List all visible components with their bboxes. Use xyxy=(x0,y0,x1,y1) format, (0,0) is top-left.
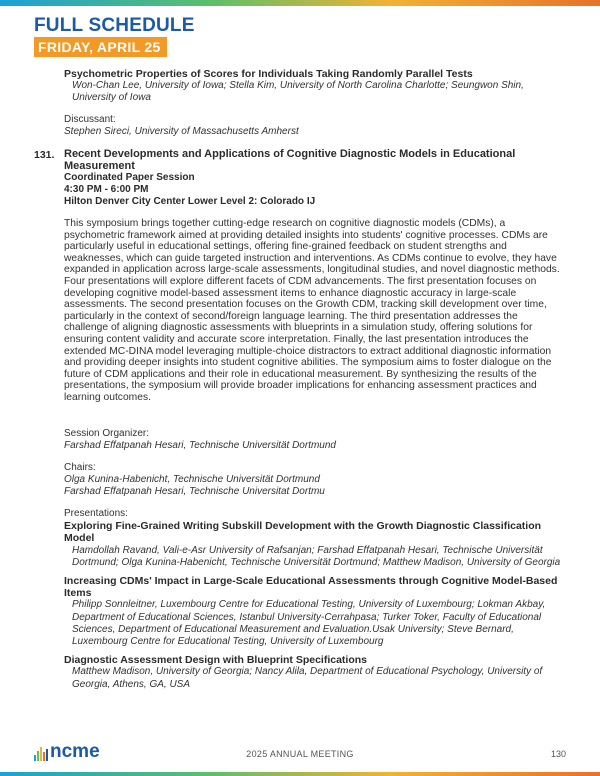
logo-text: ncme xyxy=(50,741,100,762)
presentations-block xyxy=(64,508,564,691)
presentation-authors: Matthew Madison, University of Georgia; Nancy Alila, Department of Educational Psychology, University of Georgia, Athens, GA, USA xyxy=(72,666,543,690)
discussant-block xyxy=(64,114,564,138)
session-location: Hilton Denver City Center Lower Level 2: Colorado IJ xyxy=(64,196,316,207)
top-color-bar xyxy=(0,0,600,6)
prev-paper-authors: Won-Chan Lee, University of Iowa; Stella Kim, University of North Carolina Charlotte; Seungwon Shin, University of Iowa xyxy=(72,80,524,104)
discussant-label: Discussant: xyxy=(64,114,116,125)
chairs-block xyxy=(64,462,564,499)
discussant-name: Stephen Sireci, University of Massachusetts Amherst xyxy=(64,126,299,138)
organizer-block xyxy=(64,428,564,452)
session-header xyxy=(64,149,564,208)
page-number: 130 xyxy=(550,749,566,759)
chair-name: Farshad Effatpanah Hesari, Technische Universitat Dortmu xyxy=(64,486,325,498)
footer-meeting: 2025 ANNUAL MEETING xyxy=(246,749,354,759)
chair-name: Olga Kunina-Habenicht, Technische Universität Dortmund xyxy=(64,474,320,486)
session-abstract: This symposium brings together cutting-edge research on cognitive diagnostic models (CDMs), a psychometric framework aimed at providing detailed insights into students' cognitive processes. CDMs are particularly useful in educational settings, offering fine-grained feedback on student strengths and weaknesses, which can guide targeted instruction and interventions. As CDMs continue to evolve, they have expanded in application across large-scale assessments, longitudinal studies, and novel diagnostic methods. Four presentations will explore different facets of CDM advancements. The first presentation focuses on developing cognitive model-based assessment items to enhance diagnostic accuracy in large-scale assessments. The second presentation focuses on the Growth CDM, tracking skill development over time, particularly in the context of second/foreign language learning. The third presentation addresses the challenge of aligning diagnostic assessments with blueprints in a simulation study, offering solutions for ensuring content validity and accurate score interpretation. Finally, the last presentation introduces the extended MC-DINA model leveraging multiple-choice distractors to extract additional diagnostic information and providing deeper insights into student cognitive abilities. The symposium aims to foster dialogue on the future of CDM applications and their role in educational measurement. By synthesizing the results of the presentations, the symposium will provide broader implications for enhancing assessment practices and learning outcomes. xyxy=(64,218,560,403)
organizer-label: Session Organizer: xyxy=(64,428,150,439)
bottom-color-bar xyxy=(0,772,600,776)
session-type: Coordinated Paper Session xyxy=(64,172,195,183)
presentation-authors: Philipp Sonnleitner, Luxembourg Centre for Educational Testing, University of Luxembourg; Lokman Akbay, Department of Educational Sciences, Istanbul University-Cerrahpasa; Turker Toker, Faculty of Educational Sciences, Department of Educational Measurement and Evaluation.Usak University; Steve Bernard, Luxembourg Centre for Educational Testing, University of Luxembourg xyxy=(72,599,546,648)
presentation-title: Increasing CDMs' Impact in Large-Scale Educational Assessments through Cognitive Model-Based Items xyxy=(64,575,558,600)
organizer-name: Farshad Effatpanah Hesari, Technische Universität Dortmund xyxy=(64,440,336,452)
session-time: 4:30 PM - 6:00 PM xyxy=(64,184,149,195)
presentation-title: Diagnostic Assessment Design with Blueprint Specifications xyxy=(64,654,368,667)
presentation-title: Exploring Fine-Grained Writing Subskill Development with the Growth Diagnostic Classification Model xyxy=(64,520,542,545)
presentations-label: Presentations: xyxy=(64,508,128,519)
presentation-authors: Hamdollah Ravand, Vali-e-Asr University of Rafsanjan; Farshad Effatpanah Hesari, Technische Universität Dortmund; Olga Kunina-Habenicht, Technische Universität Dortmund; Matthew Madison, University of Georgia xyxy=(72,544,561,568)
schedule-date-badge: FRIDAY, APRIL 25 xyxy=(34,37,167,57)
chairs-label: Chairs: xyxy=(64,462,96,473)
schedule-title: FULL SCHEDULE xyxy=(34,15,195,36)
session-title: Recent Developments and Applications of Cognitive Diagnostic Models in Educational Measurement xyxy=(64,148,516,172)
session-number: 131. xyxy=(34,149,55,161)
prev-paper-title: Psychometric Properties of Scores for Individuals Taking Randomly Parallel Tests xyxy=(64,68,473,80)
prev-paper xyxy=(64,68,564,105)
